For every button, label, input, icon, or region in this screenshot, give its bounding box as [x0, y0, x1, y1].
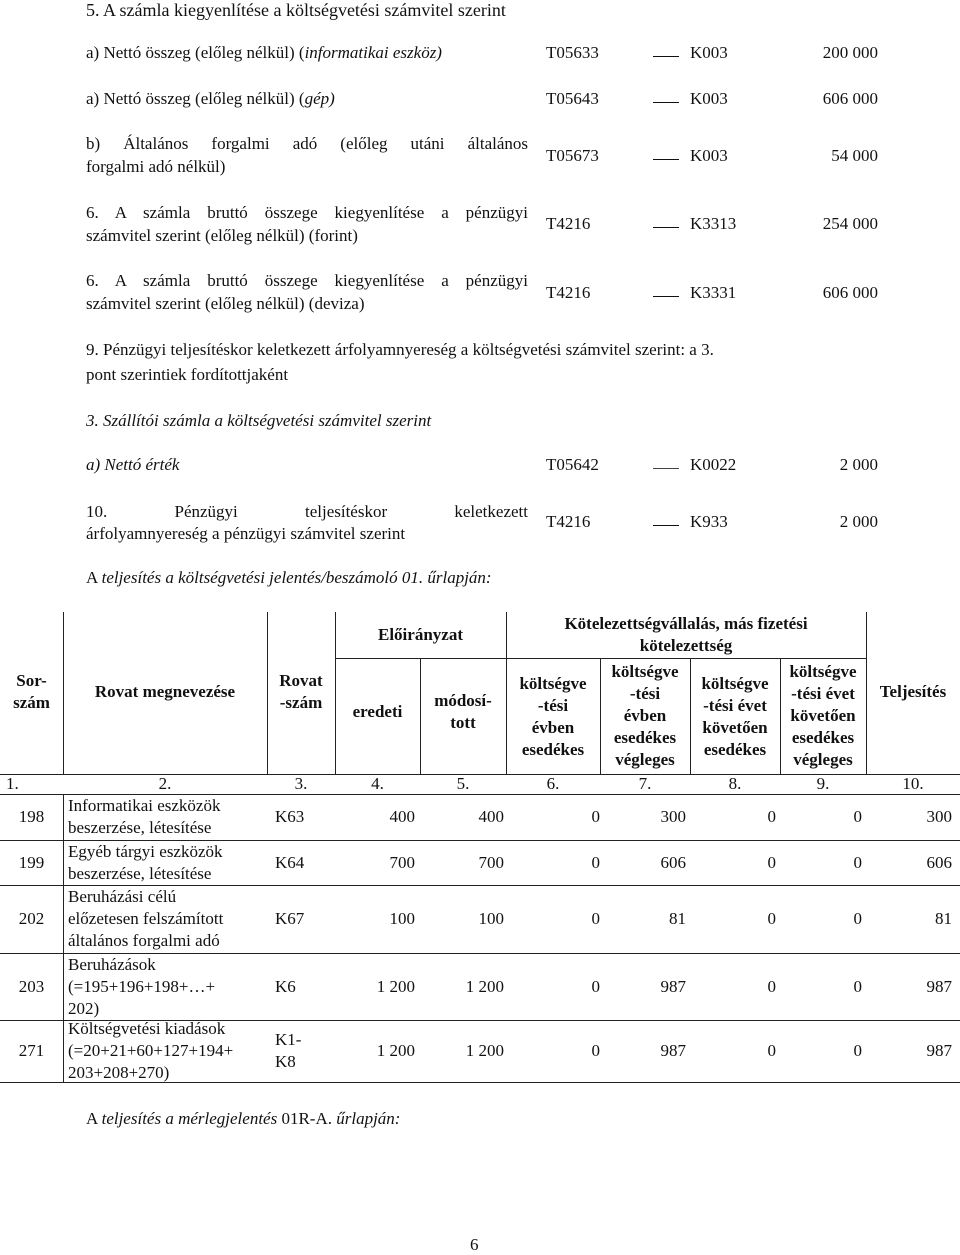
- entry-debit: T4216: [546, 214, 591, 233]
- header-col9: költségve -tési évet követően esedékes végleges: [789, 662, 857, 769]
- entry-debit: T4216: [546, 512, 591, 531]
- row-rovat: K1- K8: [275, 1030, 302, 1071]
- row-eredeti: 400: [389, 807, 415, 826]
- entry-desc-line2: számvitel szerint (előleg nélkül) (deviza): [86, 294, 365, 313]
- entry-credit: K3313: [690, 214, 737, 233]
- row-col9: 0: [853, 976, 862, 996]
- row-rovat: K6: [275, 976, 296, 996]
- entry-desc-line1: 6. A számla bruttó összege kiegyenlítése a pénzügyi: [86, 203, 528, 222]
- col-number: 5.: [456, 774, 470, 793]
- row-col8: 0: [767, 909, 776, 928]
- header-modositott: módosí- tott: [434, 691, 492, 732]
- table-rule: [63, 794, 64, 1082]
- header-teljesites: Teljesítés: [879, 682, 947, 701]
- entry-desc: a) Nettó összeg (előleg nélkül) (informatikai eszköz): [86, 43, 442, 62]
- header-col7: költségve -tési évben esedékes végleges: [611, 662, 679, 769]
- section9-line2: pont szerintiek fordítottjaként: [86, 365, 289, 384]
- row-col9: 0: [853, 1041, 862, 1060]
- row-modositott: 1 200: [465, 1041, 504, 1060]
- section3-heading: 3. Szállítói számla a költségvetési számvitel szerint: [86, 411, 432, 430]
- row-col8: 0: [767, 807, 776, 826]
- row-name: Költségvetési kiadások (=20+21+60+127+194+ 203+208+270): [68, 1019, 234, 1082]
- col-number: 9.: [816, 774, 830, 793]
- entry-credit: K933: [690, 512, 728, 531]
- row-name: Egyéb tárgyi eszközök beszerzése, létesítése: [68, 841, 223, 883]
- entry-desc-line2: forgalmi adó nélkül): [86, 157, 226, 176]
- row-col9: 0: [853, 909, 862, 928]
- row-modositott: 400: [478, 807, 504, 826]
- entry-desc: a) Nettó összeg (előleg nélkül) (gép): [86, 89, 335, 108]
- row-col7: 300: [660, 807, 686, 826]
- entry-credit: K003: [690, 146, 728, 165]
- dash: [653, 102, 679, 103]
- entry-debit: T05643: [546, 89, 599, 108]
- col-number: 1.: [6, 774, 19, 793]
- header-kotelezettseg: Kötelezettségvállalás, más fizetési kötelezettség: [564, 614, 808, 655]
- row-col6: 0: [591, 976, 600, 996]
- row-teljesites: 606: [926, 852, 952, 872]
- row-number: 271: [18, 1041, 45, 1060]
- section10-line1: 10. Pénzügyi teljesítéskor keletkezett: [86, 502, 528, 521]
- entry-amount: 2 000: [839, 512, 878, 531]
- row-col6: 0: [591, 1041, 600, 1060]
- row-teljesites: 987: [926, 1041, 952, 1060]
- row-col8: 0: [767, 852, 776, 872]
- header-rovat-megnevezese: Rovat megnevezése: [94, 682, 236, 701]
- col-number: 8.: [728, 774, 742, 793]
- header-rovat-szam: Rovat -szám: [279, 671, 323, 712]
- dash: [653, 468, 679, 469]
- col-number: 2.: [158, 774, 172, 793]
- header-col6: költségve -tési évben esedékes: [519, 674, 587, 759]
- entry-amount: 606 000: [822, 283, 878, 302]
- entry-amount: 606 000: [822, 89, 878, 108]
- row-col7: 81: [669, 909, 686, 928]
- row-col9: 0: [853, 807, 862, 826]
- entry-amount: 54 000: [831, 146, 878, 165]
- header-eloiranyzat: Előirányzat: [378, 625, 463, 644]
- entry-credit: K003: [690, 89, 728, 108]
- balance-caption: A teljesítés a mérlegjelentés 01R-A. űrlapján:: [86, 1109, 401, 1128]
- col-number: 7.: [638, 774, 652, 793]
- row-col6: 0: [591, 852, 600, 872]
- entry-credit: K3331: [690, 283, 737, 302]
- row-modositott: 1 200: [465, 976, 504, 996]
- row-col7: 606: [660, 852, 686, 872]
- row-number: 203: [18, 976, 45, 996]
- dash: [653, 56, 679, 57]
- row-modositott: 700: [478, 852, 504, 872]
- budget-report-caption: A teljesítés a költségvetési jelentés/beszámoló 01. űrlapján:: [86, 568, 492, 587]
- dash: [653, 159, 679, 160]
- entry-debit: T05633: [546, 43, 599, 62]
- dash: [653, 296, 679, 297]
- row-rovat: K63: [275, 807, 305, 826]
- header-col8: költségve -tési évet követően esedékes: [701, 674, 769, 759]
- col-number: 6.: [546, 774, 560, 793]
- row-rovat: K64: [275, 852, 305, 872]
- row-name: Informatikai eszközök beszerzése, létesítése: [68, 796, 221, 837]
- entry-desc-line1: 6. A számla bruttó összege kiegyenlítése a pénzügyi: [86, 271, 528, 290]
- dash: [653, 525, 679, 526]
- row-col9: 0: [853, 852, 862, 872]
- row-teljesites: 987: [926, 976, 952, 996]
- col-number: 3.: [294, 774, 308, 793]
- entry-amount: 254 000: [822, 214, 878, 233]
- row-eredeti: 1 200: [376, 976, 415, 996]
- row-eredeti: 1 200: [376, 1041, 415, 1060]
- entry-debit: T05673: [546, 146, 599, 165]
- col-number: 10.: [902, 774, 924, 793]
- entry-credit: K0022: [690, 455, 737, 474]
- row-col8: 0: [767, 976, 776, 996]
- section10-line2: árfolyamnyereség a pénzügyi számvitel szerint: [86, 524, 406, 543]
- entry-amount: 200 000: [822, 43, 878, 62]
- entry-amount: 2 000: [839, 455, 878, 474]
- row-col7: 987: [660, 1041, 686, 1060]
- row-name: Beruházások (=195+196+198+…+ 202): [68, 954, 216, 1018]
- row-col7: 987: [660, 976, 686, 996]
- row-teljesites: 81: [935, 909, 952, 928]
- row-col8: 0: [767, 1041, 776, 1060]
- budget-table: [0, 602, 960, 1092]
- row-number: 199: [18, 852, 45, 872]
- row-modositott: 100: [478, 909, 504, 928]
- row-col6: 0: [591, 807, 600, 826]
- row-col6: 0: [591, 909, 600, 928]
- row-eredeti: 700: [389, 852, 415, 872]
- section5-heading: 5. A számla kiegyenlítése a költségvetési számvitel szerint: [86, 0, 506, 20]
- entry-debit: T05642: [546, 455, 599, 474]
- entry-desc: a) Nettó érték: [86, 455, 180, 474]
- row-teljesites: 300: [926, 807, 952, 826]
- section9-line1: 9. Pénzügyi teljesítéskor keletkezett árfolyamnyereség a költségvetési számvitel szerint: a 3.: [86, 340, 714, 359]
- header-eredeti: eredeti: [352, 702, 403, 721]
- row-rovat: K67: [275, 909, 305, 928]
- row-number: 198: [18, 807, 45, 826]
- row-eredeti: 100: [389, 909, 415, 928]
- row-name: Beruházási célú előzetesen felszámított általános forgalmi adó: [68, 887, 224, 950]
- entry-credit: K003: [690, 43, 728, 62]
- row-number: 202: [18, 909, 45, 928]
- entry-desc-line1: b) Általános forgalmi adó (előleg utáni általános: [86, 134, 528, 153]
- col-number: 4.: [371, 774, 384, 793]
- entry-desc-line2: számvitel szerint (előleg nélkül) (forint): [86, 226, 358, 245]
- header-sorszam: Sor- szám: [13, 671, 50, 712]
- entry-debit: T4216: [546, 283, 591, 302]
- page-number: 6: [470, 1235, 479, 1254]
- dash: [653, 227, 679, 228]
